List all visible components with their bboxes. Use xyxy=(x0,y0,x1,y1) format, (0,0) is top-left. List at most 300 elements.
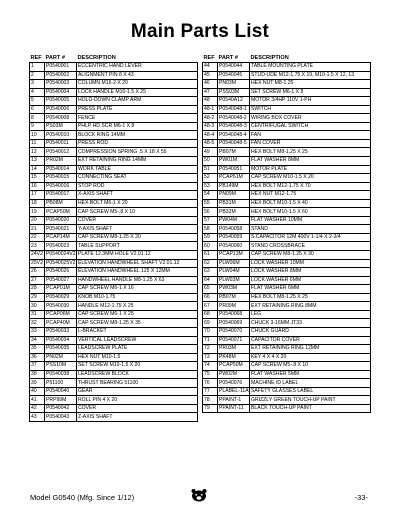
table-row xyxy=(203,139,371,148)
part-number-cell: P0540005 xyxy=(45,97,77,106)
page-title: Main Parts List xyxy=(130,21,270,42)
page-number: -33- xyxy=(354,493,368,502)
table-row xyxy=(30,97,198,106)
part-number-cell: P0540038 xyxy=(45,370,77,379)
table-row xyxy=(30,370,198,379)
ref-cell: 5 xyxy=(30,97,45,106)
table-row xyxy=(203,63,371,72)
description-cell: MACHINE ID LABEL xyxy=(250,379,371,388)
ref-cell: 20 xyxy=(30,216,45,225)
description-cell: THRUST BEARING 51100 xyxy=(77,379,198,388)
ref-cell: 61 xyxy=(203,251,218,260)
ref-header: REF xyxy=(203,54,218,63)
description-cell: HEX BOLT M6-1 X 20 xyxy=(77,199,198,208)
ref-cell: 27 xyxy=(30,276,45,285)
description-cell: CAP SCREW M10-1.5 X 20 xyxy=(250,174,371,183)
description-cell: TABLE MOUNTING PLATE xyxy=(250,63,371,72)
table-row xyxy=(203,251,371,260)
part-number-cell: P0540025V2 xyxy=(46,259,76,266)
table-row xyxy=(30,276,198,285)
description-cell: HEX BOLT M8-1.25 X 25 xyxy=(250,293,371,302)
ref-cell: 76 xyxy=(203,379,218,388)
part-number-cell: P0540002 xyxy=(45,71,77,80)
table-row xyxy=(30,114,198,123)
ref-cell: 42 xyxy=(30,404,45,413)
ref-cell: 45 xyxy=(203,71,218,80)
ref-cell: 55 xyxy=(203,199,218,208)
table-row xyxy=(203,216,371,225)
table-row xyxy=(203,191,371,200)
ref-cell: 63 xyxy=(203,268,218,277)
ref-cell: 9 xyxy=(30,122,45,131)
ref-cell: 33 xyxy=(30,327,45,336)
description-cell: FLAT WASHER 6MM xyxy=(250,285,371,294)
table-row xyxy=(30,396,198,405)
description-cell: WIRING BOX COVER xyxy=(250,114,371,123)
table-row xyxy=(203,97,371,106)
ref-cell: 3 xyxy=(30,80,45,89)
ref-cell: 64 xyxy=(203,276,218,285)
table-row xyxy=(203,302,371,311)
table-row xyxy=(203,285,371,294)
description-cell: Z-AXIS SHAFT xyxy=(77,413,198,422)
ref-cell: 35 xyxy=(30,345,45,354)
part-number-cell: P0540011 xyxy=(45,139,77,148)
part-number-cell: P0540048-5 xyxy=(218,139,250,148)
ref-cell: 52 xyxy=(203,174,218,183)
part-number-cell: P0540024V2 xyxy=(46,251,76,258)
part-number-cell: PW03M xyxy=(218,285,250,294)
part-number-cell: PLABEL-11A xyxy=(219,388,249,395)
description-cell: ALIGNMENT PIN 8 X 43 xyxy=(77,71,198,80)
table-row xyxy=(30,148,198,157)
description-cell: LOCK WASHER 10MM xyxy=(250,259,371,268)
ref-cell: 2 xyxy=(30,71,45,80)
ref-cell: 36 xyxy=(30,353,45,362)
ref-cell: 71 xyxy=(203,336,218,345)
part-number-cell: PB31M xyxy=(218,199,250,208)
description-cell: LEADSCREW PLATE xyxy=(77,345,198,354)
ref-cell: 51 xyxy=(203,165,218,174)
ref-cell: 59 xyxy=(203,233,218,242)
description-cell: CAP SCREW M6-1 X 16 xyxy=(77,285,198,294)
part-number-cell: PCAP13M xyxy=(218,251,250,260)
part-number-cell: PR02M xyxy=(45,157,77,166)
part-number-cell: PR09M xyxy=(218,302,250,311)
part-number-cell: P0540045 xyxy=(218,71,250,80)
parts-table-right xyxy=(202,54,371,413)
part-number-cell: P0540069 xyxy=(218,319,250,328)
description-cell: CENTRIFUGAL SWITCH xyxy=(250,122,371,131)
part-number-cell: P0540043 xyxy=(45,413,77,422)
part-number-cell: PLW03M xyxy=(218,276,250,285)
part-number-cell: P0540070 xyxy=(218,327,250,336)
description-cell: GEAR xyxy=(77,387,198,396)
bear-logo-icon xyxy=(190,488,208,502)
table-row xyxy=(30,105,198,114)
description-cell: HANDLE M12-1.75 X 25 xyxy=(77,302,198,311)
description-cell: CHUCK GUARD xyxy=(250,327,371,336)
ref-cell: 53 xyxy=(203,182,218,191)
table-row xyxy=(30,174,198,183)
part-number-cell: PS03M xyxy=(45,122,77,131)
table-row xyxy=(203,105,371,114)
ref-cell: 48-5 xyxy=(203,139,218,148)
part-number-cell: P0540048-2 xyxy=(218,114,250,123)
model-footer: Model G0540 (Mfg. Since 1/12) xyxy=(30,493,135,502)
description-cell: BLOCK RING 14MM xyxy=(77,131,198,140)
ref-cell: 1 xyxy=(30,63,45,72)
ref-cell: 15 xyxy=(30,174,45,183)
description-cell: VERTICAL LEADSCREW xyxy=(77,336,198,345)
part-number-cell: PK48M xyxy=(218,353,250,362)
part-number-cell: PB149M xyxy=(218,182,250,191)
table-row xyxy=(203,310,371,319)
description-cell: CAP SCREW M8-1.25 X 30 xyxy=(250,251,371,260)
ref-cell: 40 xyxy=(30,387,45,396)
description-cell: CAP SCREW M6-1 X 25 xyxy=(77,310,198,319)
part-number-header: PART # xyxy=(45,54,77,63)
table-row xyxy=(203,362,371,371)
part-number-cell: P0540021 xyxy=(45,225,77,234)
table-row xyxy=(203,396,371,405)
part-number-cell: P0540033 xyxy=(45,327,77,336)
description-cell: Y-AXIS SHAFT xyxy=(77,225,198,234)
ref-cell: 78 xyxy=(203,396,218,405)
part-number-cell: P0540048-1 xyxy=(218,105,250,114)
table-row xyxy=(30,165,198,174)
ref-cell: 54 xyxy=(203,191,218,200)
table-row xyxy=(30,327,198,336)
description-cell: SAFETY GLASSES LABEL xyxy=(250,387,371,396)
part-number-cell: PCAP40M xyxy=(45,319,77,328)
ref-cell: 67 xyxy=(203,302,218,311)
table-row xyxy=(30,387,198,396)
table-row xyxy=(30,139,198,148)
ref-cell: 28 xyxy=(30,285,45,294)
description-cell: GRIZZLY GREEN TOUCH-UP PAINT xyxy=(250,396,371,405)
part-number-cell: P0540006 xyxy=(45,105,77,114)
part-number-cell: PB07M xyxy=(218,293,250,302)
ref-cell: 31 xyxy=(30,310,45,319)
table-row xyxy=(203,80,371,89)
part-number-cell: PB08M xyxy=(45,199,77,208)
description-cell: ECCENTRIC HAND LEVER xyxy=(77,63,198,72)
part-number-cell: P0540044 xyxy=(218,63,250,72)
ref-cell: 74 xyxy=(203,362,218,371)
description-cell: SWITCH xyxy=(250,105,371,114)
ref-cell: 16 xyxy=(30,182,45,191)
table-row xyxy=(203,327,371,336)
part-number-cell: P0540068 xyxy=(218,310,250,319)
description-cell: HEX BOLT M12-1.75 X 70 xyxy=(250,182,371,191)
description-cell: BLACK TOUCH-UP PAINT xyxy=(250,404,371,413)
description-cell: ROLL PIN 4 X 20 xyxy=(77,396,198,405)
part-number-cell: PN02M xyxy=(45,353,77,362)
table-row xyxy=(30,216,198,225)
description-cell: CHUCK 3-16MM JT33 xyxy=(250,319,371,328)
description-cell: CAP SCREW M5-.8 X 10 xyxy=(250,362,371,371)
description-cell: CAP SCREW M5-.8 X 10 xyxy=(77,208,198,217)
table-row xyxy=(203,131,371,140)
table-row xyxy=(30,122,198,131)
part-number-cell: PW01M xyxy=(218,157,250,166)
ref-cell: 37 xyxy=(30,362,45,371)
parts-table-left xyxy=(29,54,198,422)
description-cell: COVER xyxy=(77,404,198,413)
table-row xyxy=(30,413,198,422)
table-row xyxy=(30,225,198,234)
ref-cell: 69 xyxy=(203,319,218,328)
table-header-row xyxy=(30,54,198,63)
description-cell: HEX NUT M8-1.25 xyxy=(250,80,371,89)
part-number-cell: P0540034 xyxy=(45,336,77,345)
description-cell: STUD-UDE M12-1.75 X 19, M10-1.5 X 12, 13 xyxy=(250,71,371,80)
table-row xyxy=(30,259,198,268)
description-header: DESCRIPTION xyxy=(250,54,371,63)
description-cell: CAP SCREW M8-1.25 X 35 xyxy=(77,319,198,328)
part-number-cell: P51100 xyxy=(45,379,77,388)
description-cell: WORK TABLE xyxy=(77,165,198,174)
table-row xyxy=(203,165,371,174)
description-cell: LOCK HANDLE M10-1.5 X 25 xyxy=(77,88,198,97)
part-number-cell: P0540040 xyxy=(45,387,77,396)
description-cell: EXT RETAINING RING 12MM xyxy=(250,345,371,354)
description-cell: EXT RETAINING RING 8MM xyxy=(250,302,371,311)
ref-cell: 26 xyxy=(30,268,45,277)
part-number-cell: PN09M xyxy=(218,191,250,200)
description-cell: HEX BOLT M10-1.5 X 40 xyxy=(250,199,371,208)
table-row xyxy=(30,80,198,89)
table-row xyxy=(203,370,371,379)
description-cell: PHLP HD SCR M6-1 X 8 xyxy=(77,122,198,131)
table-row xyxy=(203,225,371,234)
ref-cell: 18 xyxy=(30,199,45,208)
description-cell: SET SCREW M6-1 X 8 xyxy=(250,88,371,97)
part-number-cell: PW04M xyxy=(218,216,250,225)
ref-cell: 62 xyxy=(203,259,218,268)
table-row xyxy=(30,191,198,200)
part-number-cell: P0540026 xyxy=(45,268,77,277)
ref-cell: 14 xyxy=(30,165,45,174)
ref-cell: 41 xyxy=(30,396,45,405)
table-row xyxy=(30,242,198,251)
part-number-cell: P0540048-4 xyxy=(218,131,250,140)
part-number-cell: PB07M xyxy=(218,148,250,157)
ref-header: REF xyxy=(30,54,45,63)
description-cell: TABLE SUPPORT xyxy=(77,242,198,251)
ref-cell: 58 xyxy=(203,225,218,234)
ref-cell: 77 xyxy=(203,387,218,396)
table-row xyxy=(203,259,371,268)
table-row xyxy=(30,157,198,166)
table-row xyxy=(30,310,198,319)
part-number-cell: P0540010 xyxy=(45,131,77,140)
table-row xyxy=(203,379,371,388)
table-row xyxy=(30,404,198,413)
table-row xyxy=(203,122,371,131)
ref-cell: 47 xyxy=(203,88,218,97)
description-cell: HEX BOLT M10-1.5 X 60 xyxy=(250,208,371,217)
ref-cell: 56 xyxy=(203,208,218,217)
ref-cell: 30 xyxy=(30,302,45,311)
description-cell: ELEVATION HANDWHEEL 125 X 12MM xyxy=(77,268,198,277)
part-number-cell: P0540027 xyxy=(45,276,77,285)
description-cell: SET SCREW M10-1.5 X 20 xyxy=(77,362,198,371)
part-number-header: PART # xyxy=(218,54,250,63)
table-row xyxy=(203,174,371,183)
part-number-cell: PCAP50M xyxy=(45,208,77,217)
ref-cell: 29 xyxy=(30,293,45,302)
ref-cell: 21 xyxy=(30,225,45,234)
description-cell: COMPRESSION SPRING .5 X 18 X 55 xyxy=(77,148,198,157)
description-cell: LEADSCREW BLOCK xyxy=(77,370,198,379)
description-cell: CONNECTING SEAT xyxy=(77,174,198,183)
table-row xyxy=(30,285,198,294)
part-number-cell: PLW06M xyxy=(218,259,250,268)
part-number-cell: P0540008 xyxy=(45,114,77,123)
part-number-cell: PPAINT-11 xyxy=(218,404,250,413)
ref-cell: 34 xyxy=(30,336,45,345)
part-number-cell: P0540060 xyxy=(218,242,250,251)
description-cell: MOTOR 3/4HP 110V 1-PH xyxy=(250,97,371,106)
table-row xyxy=(203,182,371,191)
description-cell: CAP SCREW M8-1.25 X 20 xyxy=(77,233,198,242)
description-cell: PRESS PLATE xyxy=(77,105,198,114)
description-cell: S CAPACITOR 12M 400V 1-1/4 X 2-3/4 xyxy=(250,233,371,242)
description-cell: STOP ROD xyxy=(77,182,198,191)
ref-cell: 19 xyxy=(30,208,45,217)
table-row xyxy=(30,353,198,362)
ref-cell: 38 xyxy=(30,370,45,379)
ref-cell: 39 xyxy=(30,379,45,388)
table-row xyxy=(203,276,371,285)
ref-cell: 66 xyxy=(203,293,218,302)
part-number-cell: PCAP06M xyxy=(45,310,77,319)
table-row xyxy=(30,302,198,311)
ref-cell: 4 xyxy=(30,88,45,97)
part-number-cell: P0540004 xyxy=(45,88,77,97)
part-number-cell: P0540058 xyxy=(218,225,250,234)
table-row xyxy=(203,199,371,208)
ref-cell: 17 xyxy=(30,191,45,200)
part-number-cell: P0540059 xyxy=(218,233,250,242)
table-row xyxy=(203,293,371,302)
ref-cell: 48-3 xyxy=(203,122,218,131)
ref-cell: 73 xyxy=(203,353,218,362)
description-cell: HEX NUT M12-1.75 xyxy=(250,191,371,200)
ref-cell: 24V2 xyxy=(31,251,43,258)
table-row xyxy=(30,88,198,97)
part-number-cell: PCAP01M xyxy=(45,285,77,294)
ref-cell: 48-2 xyxy=(203,114,218,123)
description-cell: FLAT WASHER 5MM xyxy=(250,370,371,379)
ref-cell: 68 xyxy=(203,310,218,319)
table-row xyxy=(30,182,198,191)
table-row xyxy=(30,233,198,242)
ref-cell: 75 xyxy=(203,370,218,379)
part-number-cell: P0540023 xyxy=(45,242,77,251)
ref-cell: 22 xyxy=(30,233,45,242)
table-header-row xyxy=(203,54,371,63)
ref-cell: 79 xyxy=(203,404,218,413)
ref-cell: 57 xyxy=(203,216,218,225)
ref-cell: 49 xyxy=(203,148,218,157)
description-cell: FLAT WASHER 8MM xyxy=(250,157,371,166)
description-cell: STAND CROSSBRACE xyxy=(250,242,371,251)
table-row xyxy=(203,88,371,97)
ref-cell: 10 xyxy=(30,131,45,140)
ref-cell: 11 xyxy=(30,139,45,148)
description-cell: PRESS ROD xyxy=(77,139,198,148)
ref-cell: 50 xyxy=(203,157,218,166)
table-row xyxy=(203,242,371,251)
part-number-cell: PSS03M xyxy=(218,88,250,97)
ref-cell: 48 xyxy=(203,97,218,106)
part-number-cell: P0540015 xyxy=(45,174,77,183)
description-cell: EXT RETAINING RING 14MM xyxy=(77,157,198,166)
description-cell: LEG xyxy=(250,310,371,319)
table-row xyxy=(203,71,371,80)
part-number-cell: P0540003 xyxy=(45,80,77,89)
table-row xyxy=(30,362,198,371)
description-cell: X-AXIS SHAFT xyxy=(77,191,198,200)
part-number-cell: P0540076 xyxy=(218,379,250,388)
description-cell: PLATE 12.3MM HOLE V2.01.12 xyxy=(77,251,198,260)
description-cell: FENCE xyxy=(77,114,198,123)
table-row xyxy=(203,233,371,242)
part-number-cell: P0540051 xyxy=(218,165,250,174)
ref-cell: 32 xyxy=(30,319,45,328)
table-row xyxy=(203,404,371,413)
table-row xyxy=(203,353,371,362)
table-row xyxy=(30,251,198,260)
part-number-cell: P0540017 xyxy=(45,191,77,200)
part-number-cell: PW02M xyxy=(218,370,250,379)
description-cell: ELEVATION HANDWHEEL SHAFT V2.01.12 xyxy=(77,259,198,268)
part-number-cell: P0540071 xyxy=(218,336,250,345)
ref-cell: 46 xyxy=(203,80,218,89)
table-row xyxy=(30,336,198,345)
description-cell: CAPACITOR COVER xyxy=(250,336,371,345)
description-cell: L-BRACKET xyxy=(77,327,198,336)
description-cell: MOTOR PLATE xyxy=(250,165,371,174)
ref-cell: 25V2 xyxy=(31,259,43,266)
description-cell: HANDWHEEL HANDLE M8-1.25 X 63 xyxy=(77,276,198,285)
part-number-cell: PCAP50M xyxy=(218,362,250,371)
ref-cell: 6 xyxy=(30,105,45,114)
ref-cell: 65 xyxy=(203,285,218,294)
table-row xyxy=(203,157,371,166)
part-number-cell: P0540030 xyxy=(45,302,77,311)
part-number-cell: P0540012 xyxy=(45,148,77,157)
part-number-cell: P0540014 xyxy=(45,165,77,174)
description-cell: FAN xyxy=(250,131,371,140)
table-row xyxy=(203,268,371,277)
ref-cell: 48-1 xyxy=(203,105,218,114)
part-number-cell: P0540A12 xyxy=(218,97,250,106)
description-cell: LOCK WASHER 6MM xyxy=(250,276,371,285)
part-number-cell: PB32M xyxy=(218,208,250,217)
part-number-cell: P0540042 xyxy=(45,404,77,413)
ref-cell: 12 xyxy=(30,148,45,157)
table-row xyxy=(203,336,371,345)
description-cell: COLUMN M16-2 X 20 xyxy=(77,80,198,89)
ref-cell: 13 xyxy=(30,157,45,166)
description-cell: FAN COVER xyxy=(250,139,371,148)
ref-cell: 44 xyxy=(203,63,218,72)
table-row xyxy=(30,293,198,302)
